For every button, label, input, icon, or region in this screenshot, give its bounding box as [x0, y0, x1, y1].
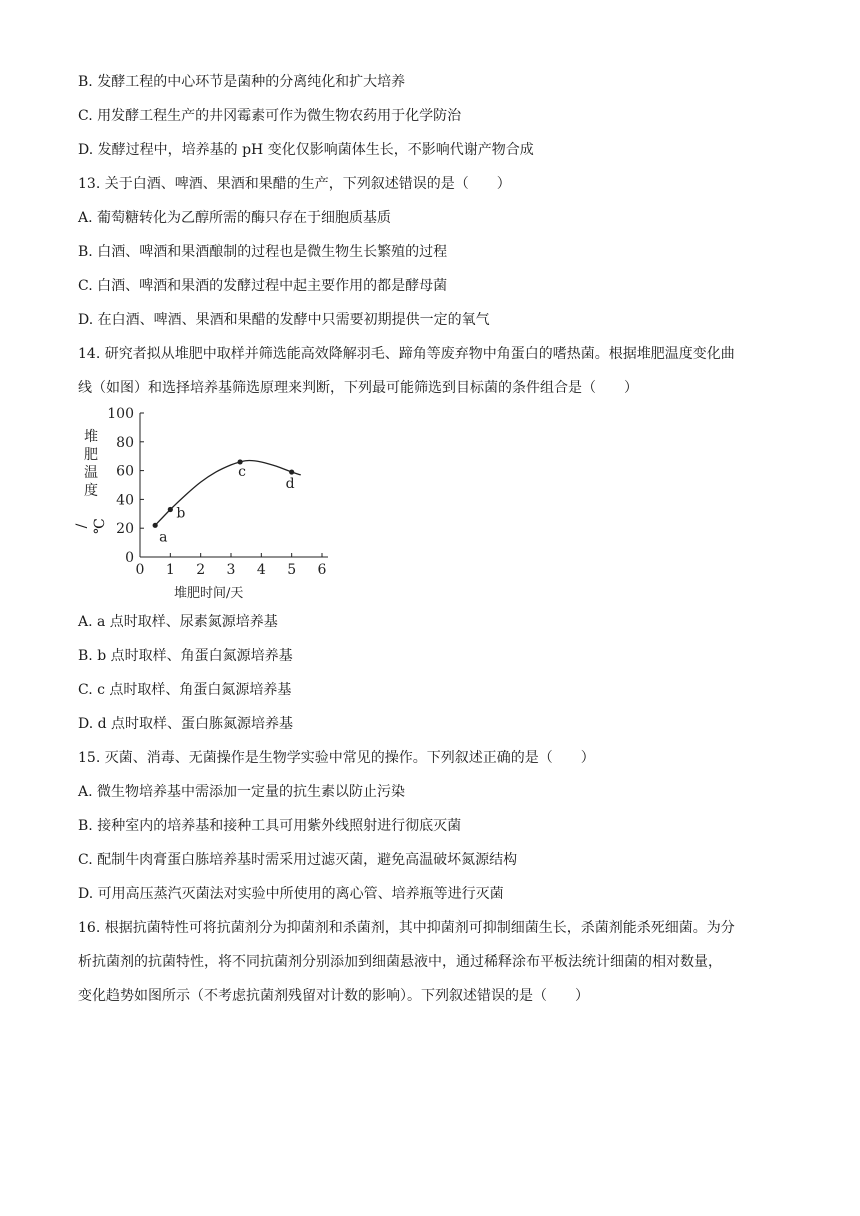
point-d — [289, 469, 294, 474]
text-line: D. d 点时取样、蛋白胨氮源培养基 — [78, 716, 294, 732]
text-line: C. c 点时取样、角蛋白氮源培养基 — [78, 682, 292, 698]
chart-plot-area — [78, 400, 348, 580]
point-label-c: c — [238, 463, 246, 480]
chart-x-axis-label: 堆肥时间/天 — [174, 586, 244, 601]
text-line: A. 葡萄糖转化为乙醇所需的酶只存在于细胞质基质 — [78, 210, 392, 226]
x-tick-label: 3 — [226, 562, 236, 578]
text-line: 线（如图）和选择培养基筛选原理来判断，下列最可能筛选到目标菌的条件组合是（ ） — [78, 380, 638, 396]
x-tick-label: 6 — [317, 562, 327, 578]
text-line: A. 微生物培养基中需添加一定量的抗生素以防止污染 — [78, 784, 406, 800]
y-tick-label: 80 — [116, 434, 134, 451]
text-line: 15. 灭菌、消毒、无菌操作是生物学实验中常见的操作。下列叙述正确的是（ ） — [78, 750, 595, 766]
text-line: A. a 点时取样、尿素氮源培养基 — [78, 614, 278, 630]
x-tick-label: 0 — [135, 562, 145, 578]
point-label-d: d — [285, 476, 295, 493]
text-line: B. 接种室内的培养基和接种工具可用紫外线照射进行彻底灭菌 — [78, 818, 462, 834]
text-line: C. 配制牛肉膏蛋白胨培养基时需采用过滤灭菌，避免高温破坏氮源结构 — [78, 852, 518, 868]
y-label-char: 度 — [84, 483, 98, 499]
text-line: 变化趋势如图所示（不考虑抗菌剂残留对计数的影响）。下列叙述错误的是（ ） — [78, 988, 589, 1004]
y-tick-label: 60 — [116, 463, 134, 480]
y-tick-label: 20 — [116, 521, 134, 538]
text-line: B. 发酵工程的中心环节是菌种的分离纯化和扩大培养 — [78, 74, 406, 90]
text-line: 14. 研究者拟从堆肥中取样并筛选能高效降解羽毛、蹄角等废弃物中角蛋白的嗜热菌。根据堆肥温度变化曲 — [78, 346, 735, 362]
y-tick-label: 0 — [125, 550, 134, 566]
text-line: 13. 关于白酒、啤酒、果酒和果醋的生产，下列叙述错误的是（ ） — [78, 176, 511, 192]
point-label-b: b — [176, 505, 186, 522]
text-line: 16. 根据抗菌特性可将抗菌剂分为抑菌剂和杀菌剂，其中抑菌剂可抑制细菌生长，杀菌剂能杀死细菌。为分 — [78, 920, 735, 936]
text-line: B. b 点时取样、角蛋白氮源培养基 — [78, 648, 293, 664]
x-tick-label: 1 — [165, 562, 175, 578]
x-tick-label: 4 — [256, 562, 266, 578]
y-tick-label: 100 — [107, 406, 134, 422]
text-line: D. 可用高压蒸汽灭菌法对实验中所使用的离心管、培养瓶等进行灭菌 — [78, 886, 504, 902]
y-label-char: 温 — [84, 465, 98, 481]
point-a — [153, 523, 158, 528]
text-line: B. 白酒、啤酒和果酒酿制的过程也是微生物生长繁殖的过程 — [78, 244, 448, 260]
y-label-unit: /℃ — [74, 518, 108, 534]
text-line: D. 发酵过程中，培养基的 pH 变化仅影响菌体生长，不影响代谢产物合成 — [78, 142, 534, 158]
y-label-char: 堆 — [84, 429, 98, 445]
y-label-char: 肥 — [84, 447, 98, 463]
compost-temperature-chart — [74, 400, 348, 610]
x-tick-label: 2 — [196, 562, 206, 578]
text-line: C. 白酒、啤酒和果酒的发酵过程中起主要作用的都是酵母菌 — [78, 278, 448, 294]
point-label-a: a — [159, 529, 168, 546]
x-tick-label: 5 — [287, 562, 297, 578]
text-line: D. 在白酒、啤酒、果酒和果醋的发酵中只需要初期提供一定的氧气 — [78, 312, 490, 328]
text-line: 析抗菌剂的抗菌特性，将不同抗菌剂分别添加到细菌悬液中，通过稀释涂布平板法统计细菌的相对数量， — [78, 954, 722, 970]
y-tick-label: 40 — [116, 492, 134, 509]
point-b — [168, 507, 173, 512]
text-line: C. 用发酵工程生产的井冈霉素可作为微生物农药用于化学防治 — [78, 108, 462, 124]
